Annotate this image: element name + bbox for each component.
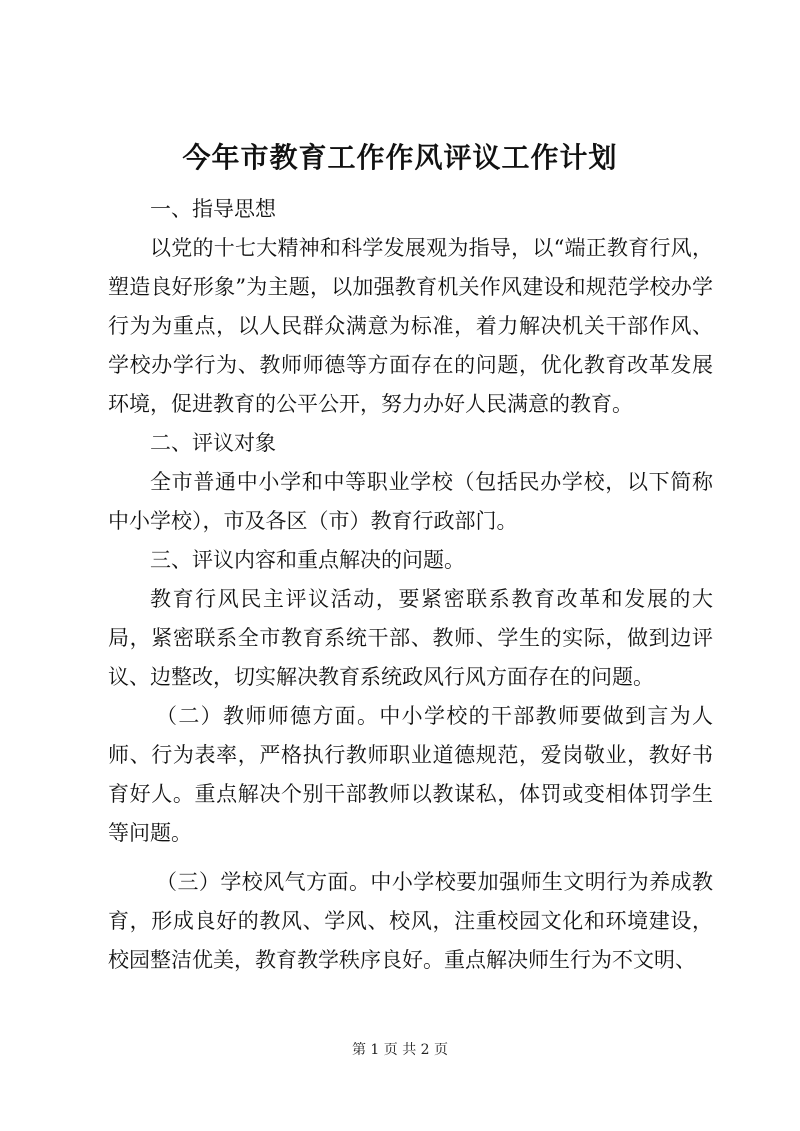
- document-body: [108, 190, 713, 980]
- section-heading-guiding-thought: 一、指导思想: [150, 197, 276, 221]
- document-title: 今年市教育工作作风评议工作计划: [182, 141, 618, 174]
- page-footer: 第 1 页 共 2 页: [351, 1042, 449, 1058]
- paragraph-school-atmosphere: （三）学校风气方面。中小学校要加强师生文明行为养成教育，形成良好的教风、学风、校风，注重校园文化和环境建设，校园整洁优美，教育教学秩序良好。重点解决师生行为不文明、: [108, 870, 713, 972]
- paragraph-teacher-ethics: （二）教师师德方面。中小学校的干部教师要做到言为人师、行为表率，严格执行教师职业道德规范，爱岗敬业，教好书育好人。重点解决个别干部教师以教谋私，体罚或变相体罚学生等问题。: [108, 704, 713, 845]
- paragraph-evaluation-targets: 全市普通中小学和中等职业学校（包括民办学校，以下简称中小学校），市及各区（市）教育行政部门。: [108, 470, 713, 533]
- section-heading-evaluation-content: 三、评议内容和重点解决的问题。: [150, 548, 465, 572]
- paragraph-evaluation-content: 教育行风民主评议活动，要紧密联系教育改革和发展的大局，紧密联系全市教育系统干部、教师、学生的实际，做到边评议、边整改，切实解决教育系统政风行风方面存在的问题。: [108, 587, 713, 689]
- section-heading-evaluation-targets: 二、评议对象: [150, 431, 276, 455]
- paragraph-guiding-thought: 以党的十七大精神和科学发展观为指导，以“端正教育行风，塑造良好形象”为主题，以加强教育机关作风建设和规范学校办学行为为重点，以人民群众满意为标准，着力解决机关干部作风、学校办学行为、教师师德等方面存在的问题，优化教育改革发展环境，促进教育的公平公开，努力办好人民满意的教育。: [108, 236, 713, 416]
